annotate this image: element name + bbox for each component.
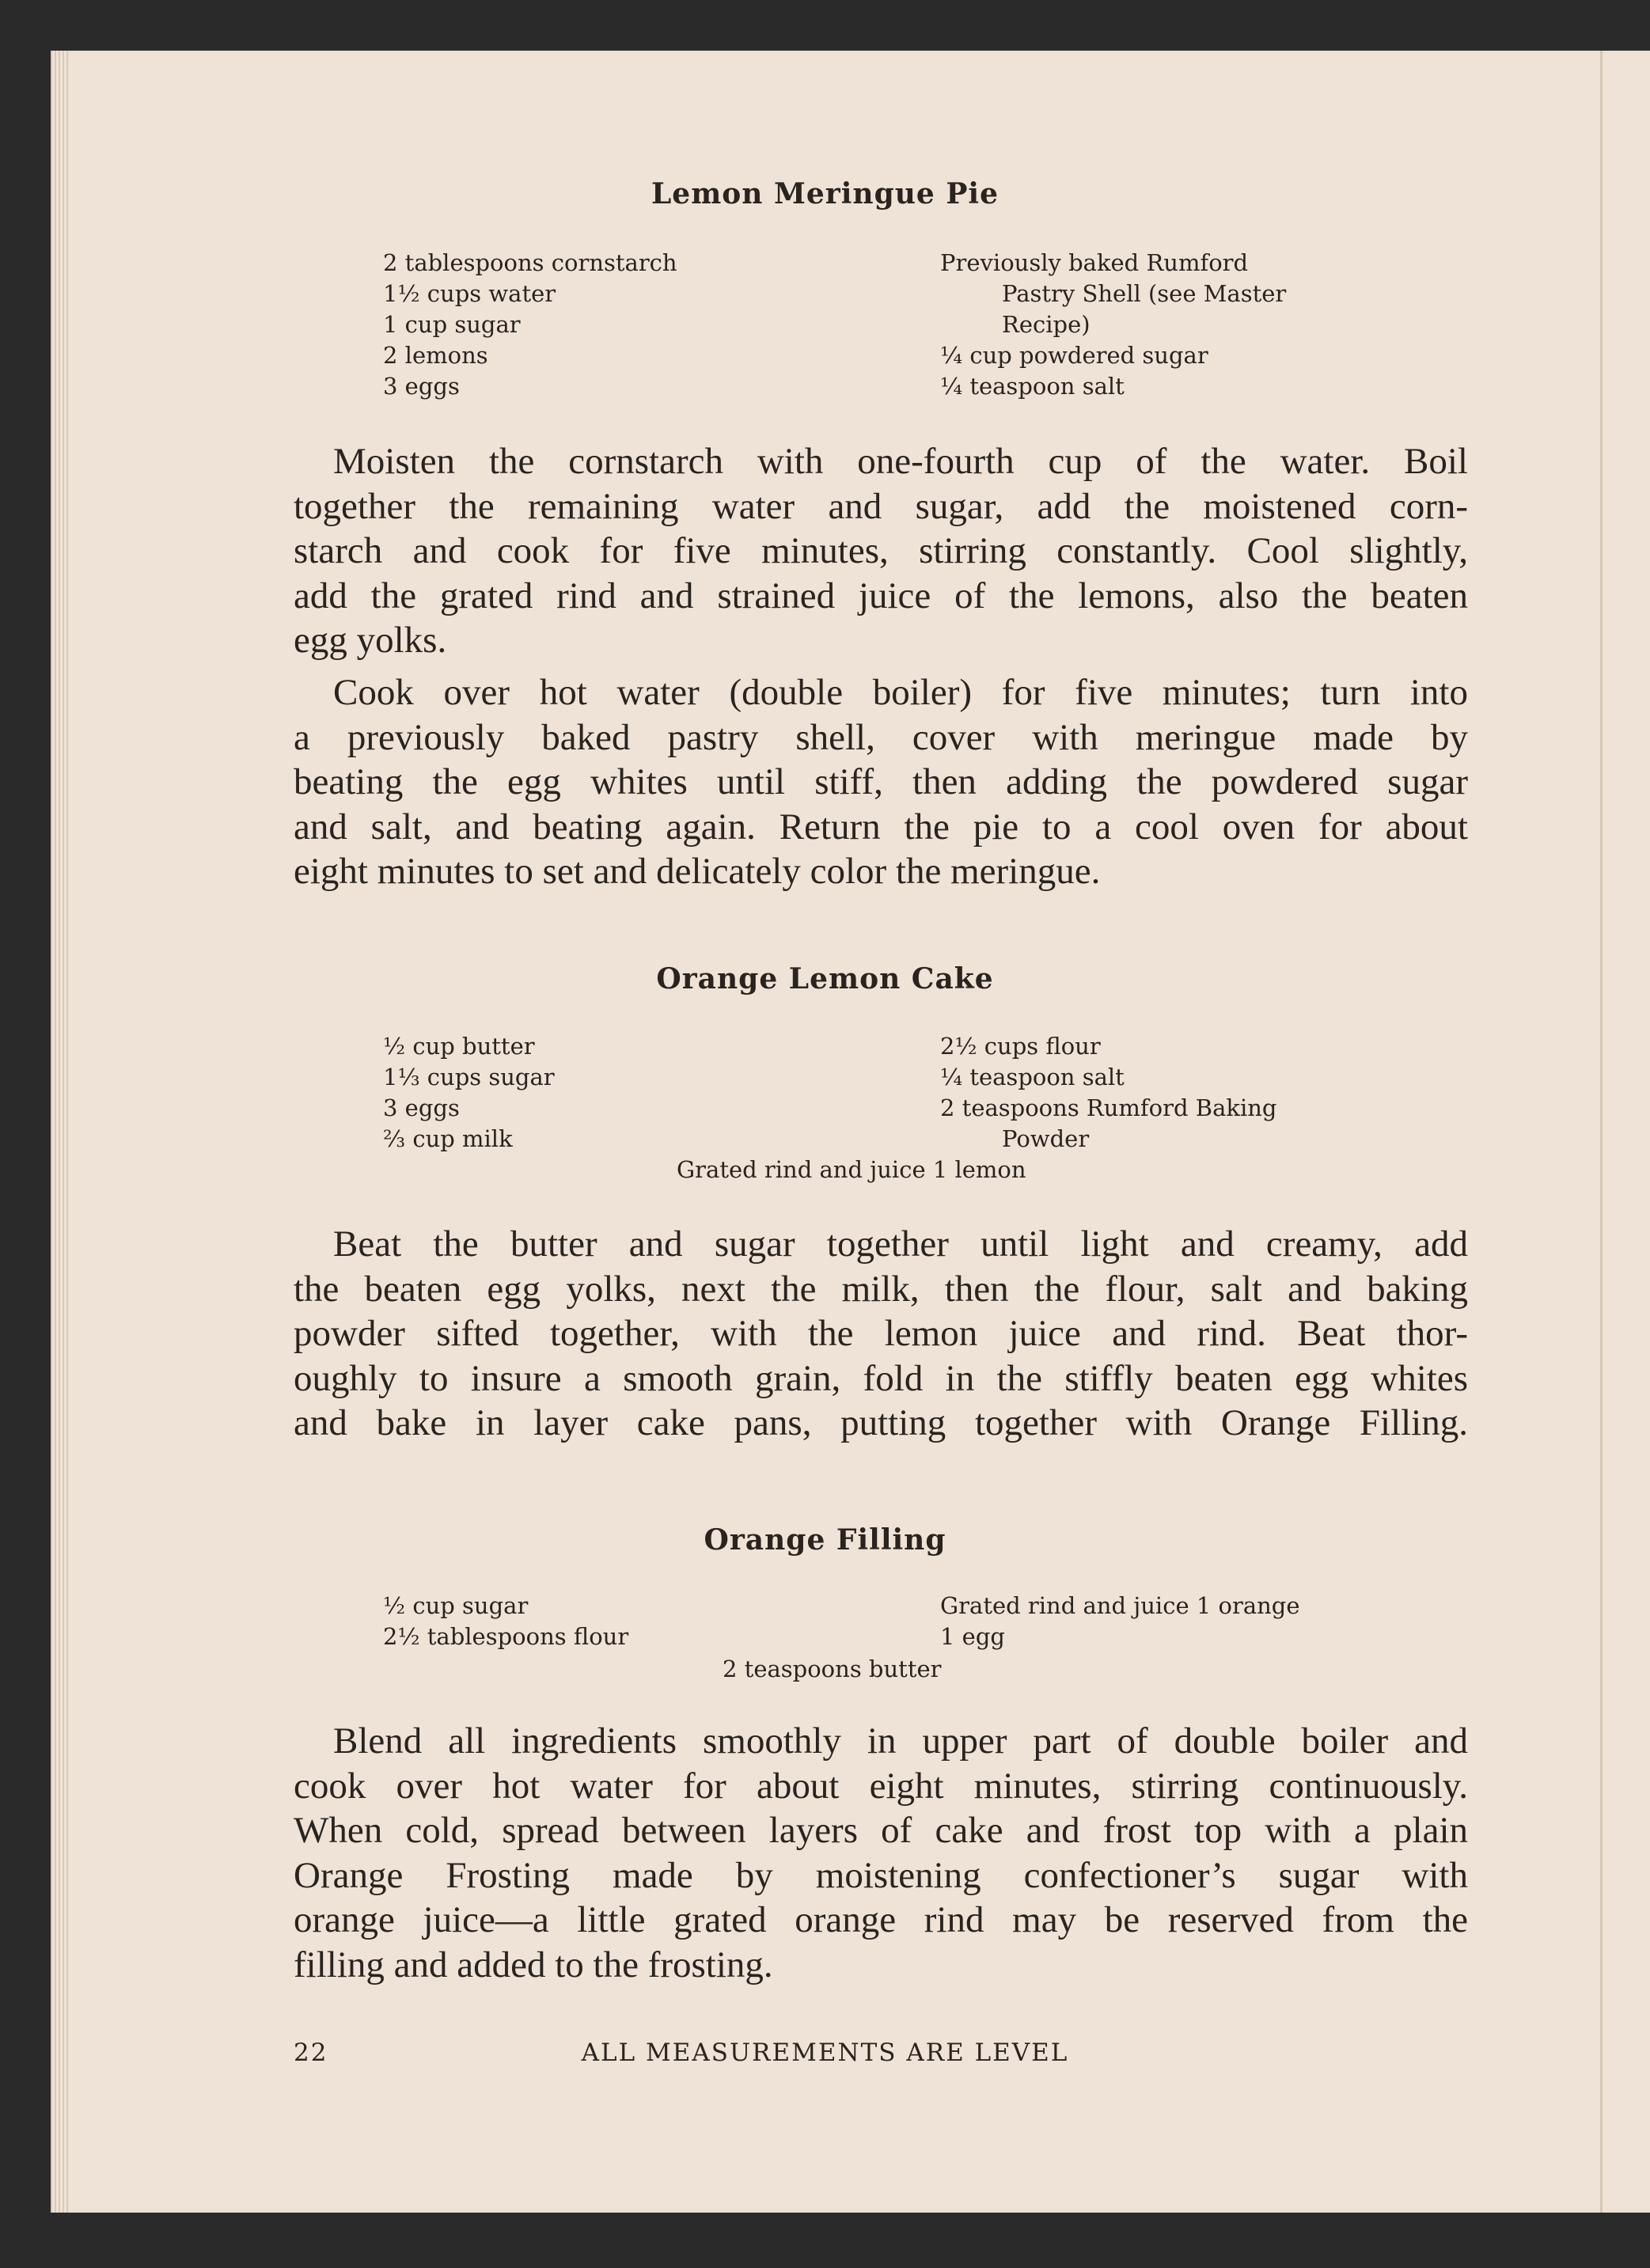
ingredients-left — [383, 248, 677, 402]
text-line: powder sifted together, with the lemon juice and rind. Beat thor- — [294, 1313, 1468, 1355]
footer-note: ALL MEASUREMENTS ARE LEVEL — [581, 2039, 1069, 2067]
text-line: When cold, spread between layers of cake and frost top with a plain — [294, 1810, 1468, 1852]
text-line: Cook over hot water (double boiler) for five minutes; turn into — [333, 672, 1468, 713]
text-line: oughly to insure a smooth grain, fold in the stiffly beaten egg whites — [294, 1357, 1468, 1399]
ingredients-left — [383, 1031, 555, 1155]
ingredient: ¼ teaspoon salt — [940, 1064, 1125, 1090]
instructions-paragraph — [294, 1222, 1468, 1446]
page-number: 22 — [294, 2039, 328, 2067]
text-line: Moisten the cornstarch with one-fourth cup of the water. Boil — [333, 441, 1468, 482]
text-line: starch and cook for five minutes, stirring constantly. Cool slightly, — [294, 530, 1468, 572]
text-line: together the remaining water and sugar, add the moistened corn- — [294, 485, 1468, 527]
text-line: a previously baked pastry shell, cover with meringue made by — [294, 716, 1468, 758]
ingredient: 3 eggs — [383, 373, 460, 400]
text-line: the beaten egg yolks, next the milk, then the flour, salt and baking — [294, 1268, 1468, 1310]
text-line: add the grated rind and strained juice of the lemons, also the beaten — [294, 575, 1468, 616]
ingredient: ¼ cup powdered sugar — [940, 342, 1208, 369]
ingredient: 3 eggs — [383, 1094, 460, 1121]
ingredients-left — [383, 1591, 628, 1652]
ingredient: ½ cup butter — [383, 1033, 535, 1060]
ingredient: ½ cup sugar — [383, 1592, 529, 1619]
recipe-title: Lemon Meringue Pie — [651, 177, 999, 210]
instructions-paragraph — [294, 439, 1468, 663]
text-line: egg yolks. — [294, 620, 447, 662]
recipe-title: Orange Filling — [704, 1523, 946, 1557]
ingredient: Recipe) — [1002, 311, 1091, 338]
ingredient-center: Grated rind and juice 1 lemon — [677, 1156, 1026, 1183]
ingredients-right — [940, 1031, 1276, 1155]
page-gutter — [1600, 51, 1603, 2213]
ingredient: 2½ tablespoons flour — [383, 1623, 629, 1650]
ingredient: ⅔ cup milk — [383, 1125, 513, 1152]
ingredient: 1⅓ cups sugar — [383, 1064, 555, 1090]
text-line: beating the egg whites until stiff, then adding the powdered sugar — [294, 761, 1468, 803]
ingredient: ¼ teaspoon salt — [940, 373, 1125, 400]
instructions-paragraph — [294, 670, 1468, 894]
ingredient-center: 2 teaspoons butter — [723, 1655, 942, 1682]
page-edges — [51, 51, 68, 2213]
ingredient: 1½ cups water — [383, 280, 556, 307]
text-line: Orange Frosting made by moistening confectioner’s sugar with — [294, 1854, 1468, 1896]
ingredient: Powder — [1002, 1125, 1090, 1152]
text-line: and bake in layer cake pans, putting together with Orange Filling. — [294, 1402, 1468, 1444]
ingredients-right — [940, 248, 1286, 402]
recipe-title: Orange Lemon Cake — [656, 962, 994, 996]
ingredient: 2 teaspoons Rumford Baking — [940, 1094, 1277, 1121]
text-line: Beat the butter and sugar together until light and creamy, add — [333, 1223, 1468, 1265]
ingredient: 2 lemons — [383, 342, 488, 369]
ingredient: 1 cup sugar — [383, 311, 521, 338]
ingredient: 2 tablespoons cornstarch — [383, 249, 677, 276]
ingredients-right — [940, 1591, 1300, 1652]
ingredient: 1 egg — [940, 1623, 1005, 1650]
ingredient: Grated rind and juice 1 orange — [940, 1592, 1300, 1619]
text-line: cook over hot water for about eight minutes, stirring continuously. — [294, 1765, 1468, 1807]
text-line: and salt, and beating again. Return the pie to a cool oven for about — [294, 806, 1468, 848]
instructions-paragraph — [294, 1719, 1468, 1988]
text-line: eight minutes to set and delicately color the meringue. — [294, 851, 1101, 893]
ingredient: 2½ cups flour — [940, 1033, 1101, 1060]
ingredient: Previously baked Rumford — [940, 249, 1249, 276]
text-line: Blend all ingredients smoothly in upper part of double boiler and — [333, 1720, 1468, 1762]
text-line: filling and added to the frosting. — [294, 1944, 773, 1985]
ingredient: Pastry Shell (see Master — [1002, 280, 1287, 307]
text-line: orange juice—a little grated orange rind may be reserved from the — [294, 1899, 1468, 1941]
